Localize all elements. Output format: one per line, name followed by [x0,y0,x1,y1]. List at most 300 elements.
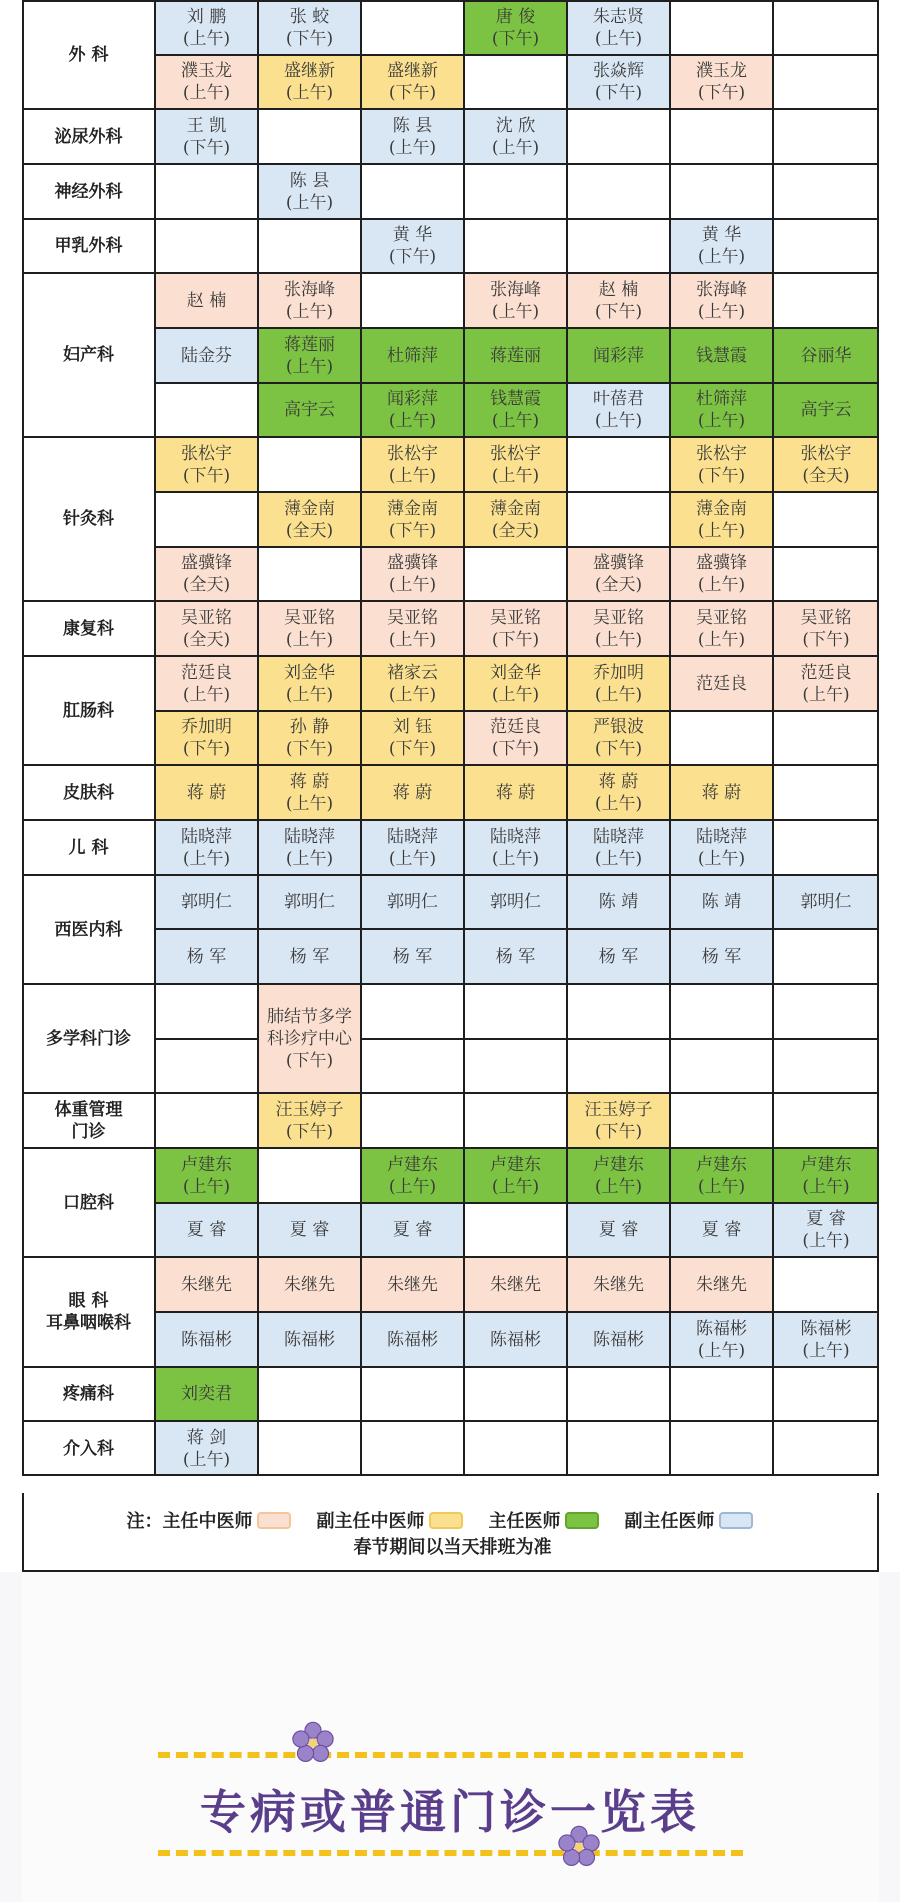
schedule-text: (下午) [594,1121,643,1142]
schedule-text: 蒋 蔚 [186,782,227,803]
schedule-cell [774,1149,878,1202]
schedule-text: 蒋 蔚 [701,782,742,803]
schedule-cell [671,1258,772,1311]
department-name: 皮肤科 [63,782,114,803]
schedule-text: 卢建东 [181,1154,232,1175]
department-name: 西医内科 [54,919,123,940]
schedule-cell [362,602,463,655]
row-line [22,436,879,438]
schedule-text: 卢建东 [387,1154,438,1175]
schedule-text: 蒋 蔚 [289,771,330,792]
schedule-text: 薄金南 [490,498,541,519]
schedule-text: 陈 靖 [701,892,742,912]
schedule-cell [362,821,463,874]
schedule-cell [156,1,257,54]
legend-row [24,1507,881,1533]
schedule-text: 吴亚铭 [490,607,541,628]
schedule-text: 乔加明 [181,717,232,737]
department-name: 外 科 [68,44,109,65]
row-line [155,546,879,548]
schedule-cell [259,657,360,710]
legend-label: 副主任中医师 [316,1511,425,1532]
schedule-cell [259,1313,360,1366]
schedule-cell [774,1313,878,1366]
schedule-cell [671,657,772,710]
department-name: 康复科 [63,618,114,639]
schedule-cell [774,1204,878,1256]
schedule-cell [259,1204,360,1256]
department-label [22,1367,155,1421]
schedule-text: (上午) [594,629,643,650]
schedule-cell [465,1,566,54]
row-line [22,163,879,165]
schedule-cell [568,766,669,819]
schedule-cell [156,712,257,764]
schedule-text: 吴亚铭 [593,607,644,628]
schedule-text: 沈 欣 [495,115,536,136]
schedule-text: 郭明仁 [800,892,852,912]
schedule-cell [156,438,257,491]
schedule-cell [671,766,772,819]
column-line [22,0,24,1476]
schedule-cell [465,438,566,491]
schedule-text: 杨 军 [495,946,536,967]
schedule-text: 杨 军 [186,946,227,967]
department-label [22,0,155,109]
row-line [22,655,879,657]
schedule-cell [156,657,257,710]
legend-label: 主任中医师 [162,1511,253,1532]
schedule-text: 陆晓萍 [696,826,747,847]
schedule-cell [671,56,772,108]
schedule-cell [362,1149,463,1202]
schedule-text: 刘奕君 [181,1384,232,1404]
schedule-text: (上午) [802,1176,850,1197]
department-name: 针灸科 [63,509,114,529]
schedule-text: 叶蓓君 [593,389,644,409]
row-line [22,1420,879,1422]
schedule-cell [362,766,463,819]
schedule-text: 朱继先 [490,1274,541,1295]
schedule-cell [362,438,463,491]
schedule-text: (上午) [182,1176,231,1197]
schedule-cell [671,1149,772,1202]
department-name: 儿 科 [68,837,109,858]
schedule-cell [568,821,669,874]
department-label [22,1148,155,1257]
schedule-cell [259,766,360,819]
schedule-text: 黄 华 [701,225,742,245]
schedule-cell [568,274,669,327]
schedule-text: (上午) [594,684,643,705]
schedule-text: 张松宇 [181,443,232,464]
department-label [22,164,155,219]
department-name: 妇产科 [63,345,114,365]
schedule-text: 盛骥锋 [181,553,232,573]
schedule-text: 陆晓萍 [490,826,541,847]
schedule-text: (上午) [802,684,850,705]
row-line [155,1038,258,1040]
schedule-cell [156,56,257,108]
department-label [22,219,155,273]
schedule-text: (上午) [182,684,231,705]
flower-icon [290,1720,336,1766]
schedule-cell [362,329,463,382]
schedule-text: 朱志贤 [593,6,644,27]
schedule-text: 汪玉婷子 [275,1099,344,1120]
schedule-cell [568,1,669,54]
schedule-cell [362,1258,463,1311]
schedule-text: 朱继先 [284,1274,335,1295]
schedule-text: (上午) [697,247,746,267]
schedule-cell [362,548,463,600]
legend-swatch [429,1512,463,1529]
schedule-table [22,0,879,1572]
schedule-text: 孙 静 [289,717,330,737]
schedule-cell [259,493,360,546]
schedule-text: (上午) [594,793,643,814]
row-line [22,764,879,766]
schedule-cell [568,1094,669,1147]
schedule-text: 盛继新 [387,61,438,81]
schedule-text: (上午) [697,520,746,541]
schedule-text: 郭明仁 [284,892,335,912]
schedule-cell [362,384,463,436]
schedule-text: 陈福彬 [387,1329,438,1350]
schedule-text: (下午) [594,301,643,322]
department-name: 眼 科 [68,1291,109,1311]
schedule-text: (全天) [802,465,850,486]
schedule-cell [156,1149,257,1202]
schedule-cell [568,384,669,436]
schedule-text: (上午) [285,684,334,705]
row-line [22,1256,879,1258]
schedule-text: (下午) [182,137,231,158]
schedule-text: (全天) [594,575,643,595]
schedule-text: 刘 鹏 [186,6,227,27]
row-line [22,1147,879,1149]
schedule-text: (上午) [802,1231,850,1251]
schedule-text: (下午) [285,1121,334,1142]
schedule-cell [671,1313,772,1366]
schedule-text: 张松宇 [696,443,747,464]
schedule-cell [465,602,566,655]
schedule-cell [259,712,360,764]
schedule-text: (上午) [388,629,437,650]
schedule-text: 吴亚铭 [696,607,747,628]
schedule-text: 肺结节多学 [267,1006,352,1027]
schedule-text: 范廷良 [181,662,232,683]
department-name: 门诊 [71,1121,106,1142]
schedule-text: (上午) [594,1176,643,1197]
schedule-cell [465,329,566,382]
schedule-text: 陈 县 [289,170,330,191]
schedule-text: 张松宇 [800,443,852,464]
schedule-text: 张海峰 [696,279,747,300]
schedule-cell [156,930,257,983]
schedule-text: 夏 睿 [289,1220,330,1240]
schedule-cell [259,985,360,1092]
schedule-text: 闻彩萍 [387,389,438,409]
schedule-text: 赵 楠 [598,279,639,300]
top-dashed-divider [158,1752,743,1758]
schedule-text: 陈福彬 [696,1318,747,1339]
schedule-cell [259,1258,360,1311]
schedule-text: 吴亚铭 [284,607,335,628]
schedule-text: 吴亚铭 [800,607,852,628]
schedule-text: 郭明仁 [490,892,541,912]
schedule-text: (上午) [697,301,746,322]
schedule-cell [568,329,669,382]
schedule-text: 张 蛟 [289,6,330,27]
schedule-text: 蒋 剑 [186,1427,227,1448]
schedule-cell [156,274,257,327]
schedule-text: (上午) [697,848,746,869]
schedule-text: 陆晓萍 [284,826,335,847]
schedule-cell [156,110,257,163]
schedule-cell [156,1368,257,1420]
schedule-cell [259,1094,360,1147]
department-label [22,820,155,875]
schedule-grid [22,0,879,1476]
schedule-text: 盛骥锋 [696,553,747,573]
schedule-text: 卢建东 [696,1154,747,1175]
schedule-cell [568,1149,669,1202]
schedule-text: (下午) [388,520,437,541]
schedule-text: 高宇云 [284,400,335,420]
schedule-text: (上午) [802,1340,850,1361]
schedule-text: 陈福彬 [284,1329,335,1350]
schedule-text: (下午) [285,739,334,759]
schedule-text: 唐 俊 [495,6,536,27]
schedule-text: (下午) [182,739,231,759]
schedule-text: 夏 睿 [806,1209,846,1229]
schedule-cell [259,930,360,983]
schedule-cell [156,766,257,819]
column-line [566,0,568,1476]
department-name: 泌尿外科 [54,126,123,147]
schedule-text: 薄金南 [284,498,335,519]
schedule-cell [465,657,566,710]
schedule-cell [362,110,463,163]
schedule-cell [156,1258,257,1311]
schedule-text: 刘金华 [284,662,335,683]
department-name: 体重管理 [54,1099,123,1120]
schedule-cell [671,548,772,600]
schedule-text: (上午) [182,1449,231,1470]
schedule-cell [774,602,878,655]
schedule-cell [156,329,257,382]
row-line [155,491,879,493]
schedule-text: 吴亚铭 [387,607,438,628]
schedule-cell [774,657,878,710]
note-prefix: 注： [126,1511,163,1532]
row-line [155,54,879,56]
schedule-text: (上午) [697,1176,746,1197]
schedule-text: 刘金华 [490,662,541,683]
schedule-text: (上午) [491,1176,540,1197]
schedule-text: (上午) [285,83,334,103]
schedule-cell [465,766,566,819]
schedule-text: 杨 军 [289,946,330,967]
schedule-text: 陈福彬 [490,1329,541,1350]
schedule-text: (上午) [388,1176,437,1197]
column-line [669,0,671,1476]
row-line [22,600,879,602]
schedule-text: 汪玉婷子 [584,1099,653,1120]
schedule-text: 吴亚铭 [181,607,232,628]
schedule-text: 张松宇 [387,443,438,464]
schedule-text: 盛继新 [284,61,335,81]
schedule-text: 杜筛萍 [696,389,747,409]
schedule-cell [156,1422,257,1475]
schedule-text: 盛骥锋 [387,553,438,573]
schedule-text: 张海峰 [490,279,541,300]
schedule-text: 科诊疗中心 [267,1028,352,1049]
department-name: 耳鼻咽喉科 [46,1313,131,1333]
schedule-text: (上午) [388,575,437,595]
schedule-cell [671,876,772,928]
row-line [155,1311,879,1313]
schedule-cell [259,821,360,874]
row-line [22,819,879,821]
schedule-cell [362,220,463,272]
schedule-cell [362,1204,463,1256]
schedule-cell [259,876,360,928]
schedule-text: (上午) [285,192,334,213]
schedule-cell [568,657,669,710]
schedule-text: (下午) [697,83,746,103]
schedule-text: 朱继先 [181,1274,232,1295]
schedule-text: (上午) [594,28,643,49]
row-line [22,983,879,985]
schedule-text: 陈福彬 [593,1329,644,1350]
department-label [22,1257,155,1367]
schedule-text: (上午) [182,28,231,49]
row-line [155,327,879,329]
department-name: 多学科门诊 [46,1028,131,1049]
schedule-text: (下午) [594,739,643,759]
schedule-text: 濮玉龙 [696,61,747,81]
schedule-text: 杜筛萍 [387,345,438,366]
legend-label: 副主任医师 [624,1511,715,1532]
schedule-cell [156,1204,257,1256]
legend-label: 主任医师 [488,1511,561,1532]
schedule-text: (上午) [285,848,334,869]
schedule-text: 薄金南 [696,498,747,519]
schedule-text: (上午) [182,848,231,869]
schedule-text: 范廷良 [490,717,541,737]
schedule-text: 陈 靖 [598,892,639,912]
schedule-text: 蒋莲丽 [284,334,335,355]
legend-swatch [719,1512,753,1529]
schedule-cell [671,274,772,327]
schedule-text: (下午) [388,739,437,759]
department-name: 肛肠科 [63,700,114,721]
schedule-text: (上午) [697,411,746,431]
schedule-cell [465,110,566,163]
schedule-text: 蒋 蔚 [495,782,536,803]
schedule-text: 濮玉龙 [181,61,232,81]
schedule-cell [362,930,463,983]
schedule-text: 陈 县 [392,115,433,136]
schedule-cell [259,274,360,327]
schedule-text: 陆晓萍 [593,826,644,847]
schedule-text: 陆金芬 [181,345,232,366]
schedule-text: 张松宇 [490,443,541,464]
schedule-text: 卢建东 [490,1154,541,1175]
schedule-text: 杨 军 [392,946,433,967]
schedule-cell [671,930,772,983]
schedule-cell [362,56,463,108]
schedule-cell [156,821,257,874]
schedule-text: 张焱辉 [593,61,644,81]
schedule-text: (下午) [802,629,850,650]
schedule-cell [259,329,360,382]
schedule-cell [362,876,463,928]
schedule-cell [671,329,772,382]
schedule-text: 蒋 蔚 [392,782,433,803]
schedule-text: 赵 楠 [186,290,227,311]
schedule-text: (下午) [594,83,643,103]
department-name: 疼痛科 [63,1384,114,1404]
schedule-text: (下午) [491,739,540,759]
schedule-text: (上午) [388,848,437,869]
schedule-cell [671,220,772,272]
schedule-text: (下午) [182,465,231,486]
schedule-text: (上午) [285,356,334,377]
schedule-text: 朱继先 [387,1274,438,1295]
legend-swatch [565,1512,599,1529]
schedule-cell [259,1,360,54]
schedule-text: (上午) [491,411,540,431]
schedule-cell [568,56,669,108]
department-name: 口腔科 [63,1192,114,1213]
schedule-cell [465,493,566,546]
schedule-text: (上午) [491,684,540,705]
holiday-note: 春节期间以当天排班为准 [353,1537,552,1558]
schedule-text: (上午) [594,848,643,869]
schedule-cell [465,930,566,983]
department-label [22,875,155,984]
schedule-cell [465,876,566,928]
schedule-cell [156,1313,257,1366]
schedule-text: (上午) [491,848,540,869]
schedule-cell [465,1313,566,1366]
schedule-text: (上午) [697,1340,746,1361]
schedule-text: 郭明仁 [387,892,438,912]
schedule-text: 高宇云 [800,400,852,420]
schedule-text: (下午) [388,247,437,267]
department-label [22,601,155,656]
schedule-cell [259,56,360,108]
schedule-text: (下午) [285,28,334,49]
schedule-cell [671,602,772,655]
row-line [22,0,879,2]
schedule-text: 严银波 [593,717,644,737]
schedule-text: (全天) [491,520,540,541]
schedule-text: 蒋莲丽 [490,345,541,366]
schedule-text: 杨 军 [598,946,639,967]
page-headline: 专病或普通门诊一览表 [200,1785,700,1839]
schedule-text: 闻彩萍 [593,345,644,366]
schedule-text: (下午) [285,1050,334,1071]
schedule-text: (上午) [491,301,540,322]
schedule-cell [568,930,669,983]
bottom-dashed-divider [158,1850,743,1856]
schedule-cell [465,274,566,327]
schedule-text: (上午) [388,411,437,431]
